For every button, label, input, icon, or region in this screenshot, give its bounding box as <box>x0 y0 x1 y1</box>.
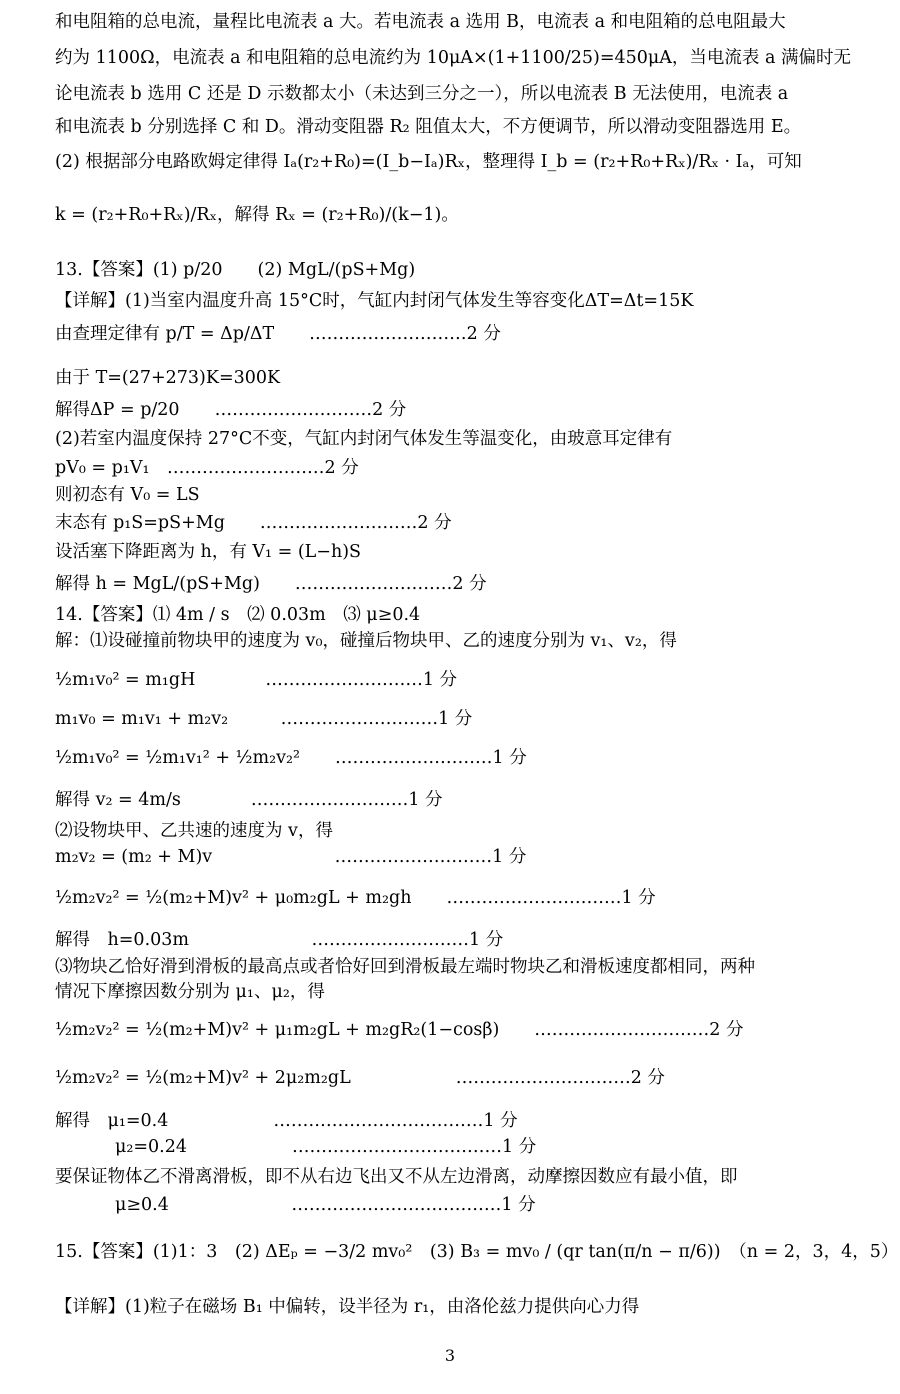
text-line: 要保证物体乙不滑离滑板，即不从右边飞出又不从左边滑离，动摩擦因数应有最小值，即 <box>55 1167 738 1187</box>
text-line: ⑵设物块甲、乙共速的速度为 v，得 <box>55 821 333 841</box>
text-line: k = (r₂+R₀+Rₓ)/Rₓ，解得 Rₓ = (r₂+R₀)/(k−1)。 <box>55 205 459 225</box>
equation-line: 由于 T=(27+273)K=300K <box>55 368 281 388</box>
equation-line: 解得 h = MgL/(pS+Mg) ………………………2 分 <box>55 574 487 594</box>
equation-line: 末态有 p₁S=pS+Mg ………………………2 分 <box>55 513 452 533</box>
answer-heading: 14.【答案】⑴ 4m / s ⑵ 0.03m ⑶ μ≥0.4 <box>55 605 421 625</box>
text-line: ⑶物块乙恰好滑到滑板的最高点或者恰好回到滑板最左端时物块乙和滑板速度都相同，两种 <box>55 957 755 977</box>
equation-line: m₁v₀ = m₁v₁ + m₂v₂ ………………………1 分 <box>55 709 473 729</box>
equation-line: ½m₂v₂² = ½(m₂+M)v² + μ₀m₂gL + m₂gh …………………………1 分 <box>55 888 656 908</box>
page-number: 3 <box>444 1346 456 1365</box>
text-line: 论电流表 b 选用 C 还是 D 示数都太小（未达到三分之一），所以电流表 B 无法使用，电流表 a <box>55 84 789 104</box>
text-line: 和电阻箱的总电流，量程比电流表 a 大。若电流表 a 选用 B，电流表 a 和电阻箱的总电阻最大 <box>55 12 786 32</box>
answer-heading: 13.【答案】(1) p/20 (2) MgL/(pS+Mg) <box>55 260 416 280</box>
equation-line: ½m₁v₀² = ½m₁v₁² + ½m₂v₂² ………………………1 分 <box>55 748 527 768</box>
text-line: 和电流表 b 分别选择 C 和 D。滑动变阻器 R₂ 阻值太大，不方便调节，所以滑动变阻器选用 E。 <box>55 117 802 137</box>
equation-line: 设活塞下降距离为 h，有 V₁ = (L−h)S <box>55 542 362 562</box>
equation-line: 解得 h=0.03m ………………………1 分 <box>55 930 504 950</box>
text-line: 【详解】(1)当室内温度升高 15°C时，气缸内封闭气体发生等容变化ΔT=Δt=15K <box>55 291 694 311</box>
equation-line: 解得 μ₁=0.4 ………………………………1 分 <box>55 1111 518 1131</box>
text-line: 【详解】(1)粒子在磁场 B₁ 中偏转，设半径为 r₁，由洛伦兹力提供向心力得 <box>55 1297 640 1317</box>
equation-line: 则初态有 V₀ = LS <box>55 485 200 505</box>
equation-line: 解得 v₂ = 4m/s ………………………1 分 <box>55 790 443 810</box>
text-line: (2)若室内温度保持 27°C不变，气缸内封闭气体发生等温变化，由玻意耳定律有 <box>55 429 673 449</box>
equation-line: ½m₁v₀² = m₁gH ………………………1 分 <box>55 670 458 690</box>
equation-line: 解得ΔP = p/20 ………………………2 分 <box>55 400 407 420</box>
text-line: (2) 根据部分电路欧姆定律得 Iₐ(r₂+R₀)=(I_b−Iₐ)Rₓ，整理得 I_b = (r₂+R₀+Rₓ)/Rₓ · Iₐ，可知 <box>55 152 802 172</box>
text-line: 约为 1100Ω，电流表 a 和电阻箱的总电流约为 10μA×(1+1100/25)=450μA，当电流表 a 满偏时无 <box>55 48 851 68</box>
equation-line: μ₂=0.24 ………………………………1 分 <box>115 1137 537 1157</box>
equation-line: μ≥0.4 ………………………………1 分 <box>115 1195 536 1215</box>
text-line: 解：⑴设碰撞前物块甲的速度为 v₀，碰撞后物块甲、乙的速度分别为 v₁、v₂，得 <box>55 631 677 651</box>
equation-line: m₂v₂ = (m₂ + M)v ………………………1 分 <box>55 847 527 867</box>
equation-line: ½m₂v₂² = ½(m₂+M)v² + μ₁m₂gL + m₂gR₂(1−cosβ) …………………………2 分 <box>55 1020 744 1040</box>
answer-heading: 15.【答案】(1)1：3 (2) ΔEₚ = −3/2 mv₀² (3) B₃ = mv₀ / (qr tan(π/n − π/6)) （n = 2，3，4，5） <box>55 1242 899 1262</box>
equation-line: pV₀ = p₁V₁ ………………………2 分 <box>55 458 359 478</box>
equation-line: ½m₂v₂² = ½(m₂+M)v² + 2μ₂m₂gL …………………………2 分 <box>55 1068 665 1088</box>
equation-line: 由查理定律有 p/T = Δp/ΔT ………………………2 分 <box>55 324 501 344</box>
text-line: 情况下摩擦因数分别为 μ₁、μ₂，得 <box>55 982 325 1002</box>
